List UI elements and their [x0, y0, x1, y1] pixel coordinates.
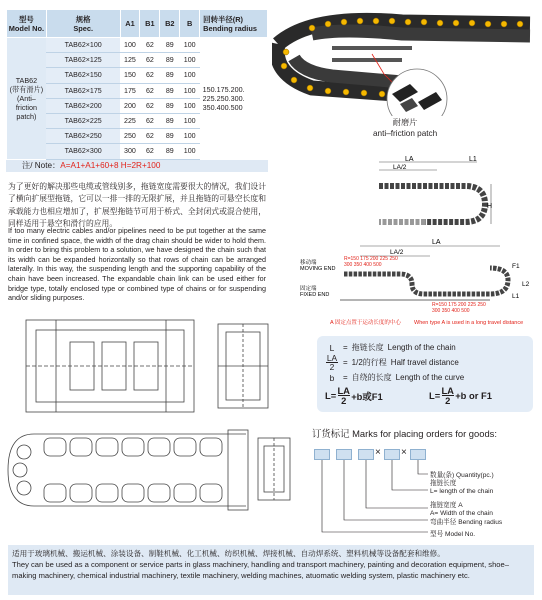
a1-cell: 100 — [120, 38, 140, 53]
a1-cell: 175 — [120, 83, 140, 98]
spec-cell: TAB62×200 — [46, 98, 120, 113]
legend-row-b: b = 自绕的长度 Length of the curve — [325, 372, 464, 383]
spec-cell: TAB62×250 — [46, 129, 120, 144]
chain-photo — [272, 4, 536, 116]
b-cell: 100 — [180, 83, 200, 98]
end-bracket-view — [258, 438, 290, 500]
legend-la-en: Half travel distance — [390, 358, 459, 367]
caption-cn: A 固定点置于运动长度的中心 — [330, 320, 401, 326]
moving-end-cn: 移动端 — [300, 260, 317, 266]
order-box-width — [358, 449, 374, 460]
la-label: LA — [405, 156, 414, 163]
a1-cell: 250 — [120, 129, 140, 144]
spec-cell: TAB62×300 — [46, 144, 120, 159]
b-cell: 100 — [180, 68, 200, 83]
chain-side-profile — [8, 430, 248, 510]
header-model: 型号 Model No. — [7, 10, 47, 38]
b2-cell: 89 — [160, 144, 180, 159]
la-long-label: LA — [432, 239, 441, 246]
technical-drawings — [6, 312, 306, 544]
order-box-quantity — [410, 449, 426, 460]
b2-cell: 89 — [160, 83, 180, 98]
header-b2: B2 — [160, 10, 180, 38]
moving-end-en: MOVING END — [300, 266, 336, 272]
legend-la-fraction: $\frac{LA}{2}$ — [326, 353, 338, 372]
legend-panel — [317, 336, 533, 412]
spec-cell: TAB62×100 — [46, 38, 120, 53]
cross-section-front — [26, 320, 194, 412]
a1-cell: 300 — [120, 144, 140, 159]
radius-cell: 150.175.200. 225.250.300. 350.400.500 — [202, 85, 245, 112]
applications-footer — [8, 545, 534, 595]
b2-cell: 89 — [160, 129, 180, 144]
a1-cell: 150 — [120, 68, 140, 83]
spec-cell: TAB62×125 — [46, 53, 120, 68]
header-a1: A1 — [120, 10, 140, 38]
header-radius: 回转半径(R) Bending radius — [200, 10, 268, 38]
b1-cell: 62 — [140, 83, 160, 98]
order-box-model — [314, 449, 330, 460]
a1-cell: 125 — [120, 53, 140, 68]
b1-cell: 62 — [140, 98, 160, 113]
order-box-radius — [336, 449, 352, 460]
header-b1: B1 — [140, 10, 160, 38]
order-item-radius: 弯曲半径 Bending radius — [430, 519, 503, 526]
b1-cell: 62 — [140, 53, 160, 68]
legend-b-symbol: b — [329, 372, 335, 383]
note-label: 注/ Note： — [22, 161, 61, 170]
l1-long-label: L1 — [512, 293, 520, 300]
l2-label: L2 — [522, 281, 530, 288]
model-cell: TAB62 (带有滑片) (Anti–friction patch) — [7, 38, 47, 160]
b2-cell: 89 — [160, 68, 180, 83]
b2-cell: 89 — [160, 53, 180, 68]
description-english: If too many electric cables and/or pipelines need to be put together at the same time in confined space, the width of the drag chain should be wider to hold them. In order to bring this problem to a solution, we have designed the chain such that its width can be expanded horizontally so that rows of chain can be arranged laterally. In this way, the suspending length and the supporting capability of the chain have been increased. The expandable chain link can be used either for bridge type, totally enclosed type or combined type of chains or for suspending and/or sliding purposes. — [8, 226, 266, 303]
patch-label-en: anti–friction patch — [373, 129, 438, 138]
b-cell: 100 — [180, 129, 200, 144]
b2-cell: 89 — [160, 98, 180, 113]
a1-cell: 200 — [120, 98, 140, 113]
order-title: 订货标记 Marks for placing orders for goods: — [312, 428, 497, 439]
legend-l-en: Length of the chain — [387, 343, 456, 352]
la2-label: LA/2 — [393, 164, 407, 171]
h-label: H — [487, 203, 493, 210]
b-cell: 100 — [180, 38, 200, 53]
f1-label: F1 — [512, 263, 520, 270]
formula-en: L= $\frac{LA}{2}$ +b or F1 — [429, 385, 492, 406]
b2-cell: 89 — [160, 38, 180, 53]
la2-long-label: LA/2 — [390, 249, 404, 256]
b1-cell: 62 — [140, 129, 160, 144]
order-box-length — [384, 449, 400, 460]
r-values-top-2: 300 350 400 500 — [344, 262, 382, 268]
table-header-row — [7, 10, 268, 38]
legend-row-l: L = 拖链长度 Length of the chain — [325, 342, 456, 353]
b-cell: 100 — [180, 98, 200, 113]
header-spec: 规格 Spec. — [46, 10, 120, 38]
description-chinese: 为了更好的解决那些电缆或管线别多，拖链宽度需要很大的情况，我们设计了横向扩展型拖链，它可以一排一排的无限扩展，并且拖链的可悬空长度和承载能力也相应增加了，扩展型拖链节可用于桥式、全封闭式或混合使用，同样适用于悬空和滑行的应用。 — [8, 182, 266, 229]
l1-label: L1 — [469, 156, 477, 163]
b-cell: 100 — [180, 144, 200, 159]
r-values-top: R=150 175 200 225 250 — [344, 256, 398, 262]
long-travel-diagram — [300, 238, 536, 328]
patch-label — [373, 117, 437, 139]
b1-cell: 62 — [140, 38, 160, 53]
r-values-bottom-2: 300 350 400 500 — [432, 308, 470, 314]
caption-en: When type A is used in a long travel distance — [414, 320, 524, 326]
cross-section-side — [218, 324, 268, 408]
order-item-model: 型号 Model No. — [430, 531, 476, 538]
r-values-bottom: R=150 175 200 225 250 — [432, 302, 486, 308]
formula-cn: L= $\frac{LA}{2}$ +b或F1 — [325, 385, 383, 406]
legend-l-cn: 拖链长度 — [351, 343, 384, 352]
fixed-end-cn: 固定端 — [300, 286, 317, 292]
spec-cell: TAB62×175 — [46, 83, 120, 98]
footer-cn: 适用于玻璃机械、搬运机械、涂装设备、制鞋机械、化工机械、纺织机械、焊接机械、自动焊系统、塑料机械等设备配套和维修。 — [12, 549, 445, 558]
legend-l-symbol: L — [329, 342, 335, 353]
spec-table — [6, 9, 268, 160]
order-item-width: 拖链宽度 A A= Width of the chain — [430, 502, 493, 517]
patch-label-cn: 耐磨片 — [392, 118, 418, 127]
note-formula: A=A1+A1+60+8 H=2R+100 — [60, 161, 161, 170]
spec-cell: TAB62×225 — [46, 113, 120, 128]
b1-cell: 62 — [140, 113, 160, 128]
b2-cell: 89 — [160, 113, 180, 128]
b-cell: 100 — [180, 53, 200, 68]
caption — [330, 318, 523, 326]
note-bar — [6, 160, 268, 172]
footer-en: They can be used as a component or service parts in glass machinery, handling and transport machinery, painting and decoration equipment, shoe–making machinery, chemical industrial machinery, textile machinery, welding machines, atuomatic welding system, plastic machinery etc. — [12, 560, 509, 580]
spec-cell: TAB62×150 — [46, 68, 120, 83]
legend-row-la: $\frac{LA}{2}$ = 1/2的行程 Half travel distance — [326, 353, 459, 372]
header-b: B — [180, 10, 200, 38]
a1-cell: 225 — [120, 113, 140, 128]
b1-cell: 62 — [140, 68, 160, 83]
order-item-quantity: 数量(条) Quantity(pc.) 拖链长度 L= length of the chain — [430, 472, 494, 495]
fixed-end-en: FIXED END — [300, 292, 330, 298]
travel-diagram — [365, 156, 495, 236]
legend-b-en: Length of the curve — [395, 373, 465, 382]
legend-la-cn: 1/2的行程 — [351, 358, 387, 367]
b-cell: 100 — [180, 113, 200, 128]
order-leader-lines — [310, 460, 430, 540]
table-row — [7, 38, 268, 53]
legend-b-cn: 自绕的长度 — [351, 373, 392, 382]
b1-cell: 62 — [140, 144, 160, 159]
